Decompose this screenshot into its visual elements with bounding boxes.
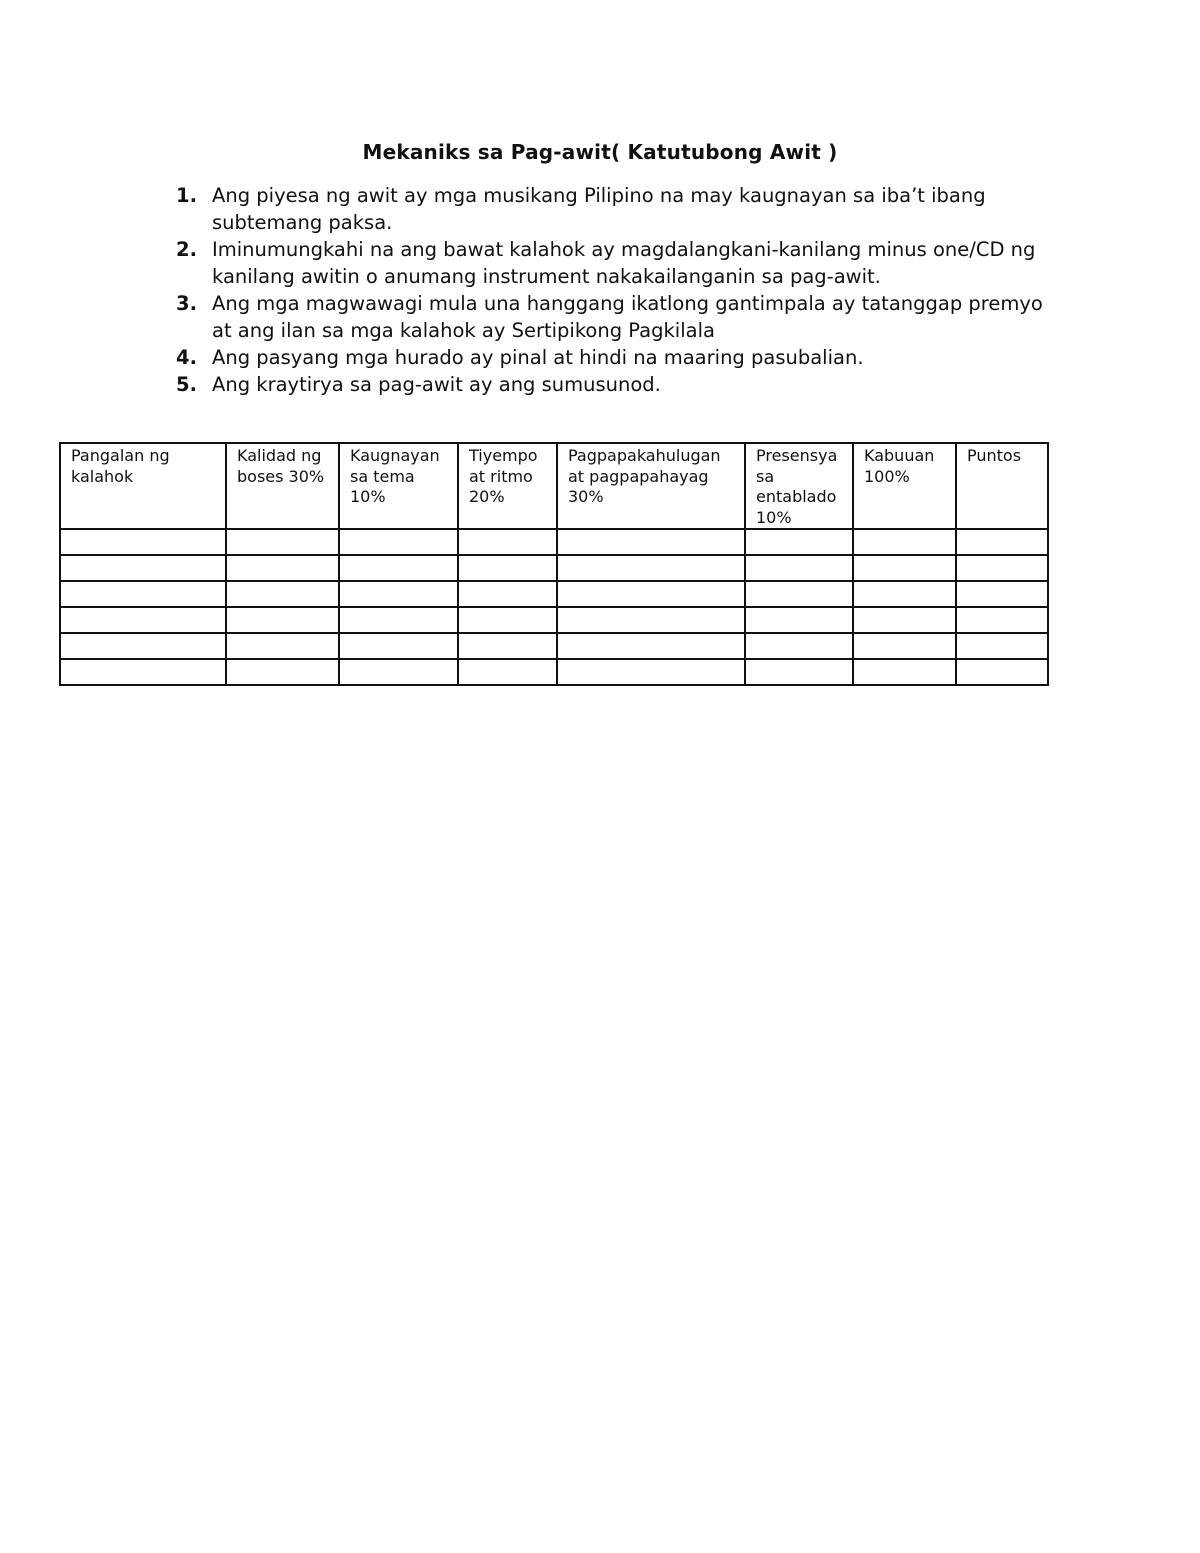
table-cell (745, 607, 853, 633)
table-cell (956, 581, 1048, 607)
table-cell (226, 529, 339, 555)
column-header-presensya: Presensya sa entablado 10% (745, 443, 853, 529)
table-cell (557, 529, 745, 555)
table-cell (60, 659, 226, 685)
rule-text: Ang piyesa ng awit ay mga musikang Pilipino na may kaugnayan sa iba’t ibang subtemang paksa. (212, 184, 986, 234)
table-cell (458, 581, 557, 607)
column-header-kalidad: Kalidad ng boses 30% (226, 443, 339, 529)
table-cell (339, 633, 458, 659)
table-cell (956, 659, 1048, 685)
table-cell (339, 529, 458, 555)
table-cell (339, 607, 458, 633)
table-cell (339, 659, 458, 685)
table-cell (60, 633, 226, 659)
column-header-puntos: Puntos (956, 443, 1048, 529)
scoring-table (59, 442, 1049, 686)
table-cell (956, 607, 1048, 633)
table-cell (458, 529, 557, 555)
table-header-row (60, 443, 1048, 529)
rule-item (176, 371, 1056, 398)
table-cell (853, 581, 956, 607)
table-row (60, 607, 1048, 633)
table-cell (853, 555, 956, 581)
table-row (60, 529, 1048, 555)
table-cell (458, 659, 557, 685)
column-header-pangalan: Pangalan ng kalahok (60, 443, 226, 529)
table-cell (226, 633, 339, 659)
table-cell (956, 633, 1048, 659)
rule-text: Ang kraytirya sa pag-awit ay ang sumusunod. (212, 373, 661, 396)
rule-number: 3. (176, 292, 197, 315)
table-cell (956, 555, 1048, 581)
table-cell (60, 555, 226, 581)
rule-number: 2. (176, 238, 197, 261)
table-cell (60, 529, 226, 555)
table-cell (956, 529, 1048, 555)
column-header-kabuuan: Kabuuan 100% (853, 443, 956, 529)
table-cell (745, 529, 853, 555)
table-cell (226, 607, 339, 633)
table-cell (60, 607, 226, 633)
table-cell (339, 555, 458, 581)
table-cell (853, 633, 956, 659)
rule-text: Ang pasyang mga hurado ay pinal at hindi na maaring pasubalian. (212, 346, 864, 369)
table-cell (853, 659, 956, 685)
page-title: Mekaniks sa Pag-awit( Katutubong Awit ) (362, 140, 838, 164)
rule-item (176, 236, 1056, 290)
table-cell (226, 555, 339, 581)
column-header-kaugnayan: Kaugnayan sa tema 10% (339, 443, 458, 529)
rule-item (176, 344, 1056, 371)
table-cell (557, 555, 745, 581)
rule-text: Ang mga magwawagi mula una hanggang ikatlong gantimpala ay tatanggap premyo at ang ilan sa mga kalahok ay Sertipikong Pagkilala (212, 292, 1043, 342)
rule-text: Iminumungkahi na ang bawat kalahok ay magdalangkani-kanilang minus one/CD ng kanilang awitin o anumang instrument nakakailanganin sa pag-awit. (212, 238, 1036, 288)
table-cell (557, 607, 745, 633)
table-cell (853, 607, 956, 633)
table-cell (745, 555, 853, 581)
table-cell (226, 659, 339, 685)
rule-item (176, 182, 1056, 236)
table-cell (557, 659, 745, 685)
table-row (60, 555, 1048, 581)
table-cell (458, 607, 557, 633)
table-cell (226, 581, 339, 607)
table-cell (458, 555, 557, 581)
table-cell (339, 581, 458, 607)
rule-number: 1. (176, 184, 197, 207)
rule-number: 4. (176, 346, 197, 369)
rule-item (176, 290, 1056, 344)
table-cell (745, 659, 853, 685)
table-row (60, 633, 1048, 659)
column-header-pagpapakahulugan: Pagpapakahulugan at pagpapahayag 30% (557, 443, 745, 529)
table-row (60, 581, 1048, 607)
table-cell (557, 633, 745, 659)
table-cell (853, 529, 956, 555)
rules-list (176, 182, 1056, 398)
column-header-tiyempo: Tiyempo at ritmo 20% (458, 443, 557, 529)
rule-number: 5. (176, 373, 197, 396)
table-cell (557, 581, 745, 607)
table-cell (745, 581, 853, 607)
table-cell (745, 633, 853, 659)
table-cell (60, 581, 226, 607)
table-row (60, 659, 1048, 685)
table-cell (458, 633, 557, 659)
